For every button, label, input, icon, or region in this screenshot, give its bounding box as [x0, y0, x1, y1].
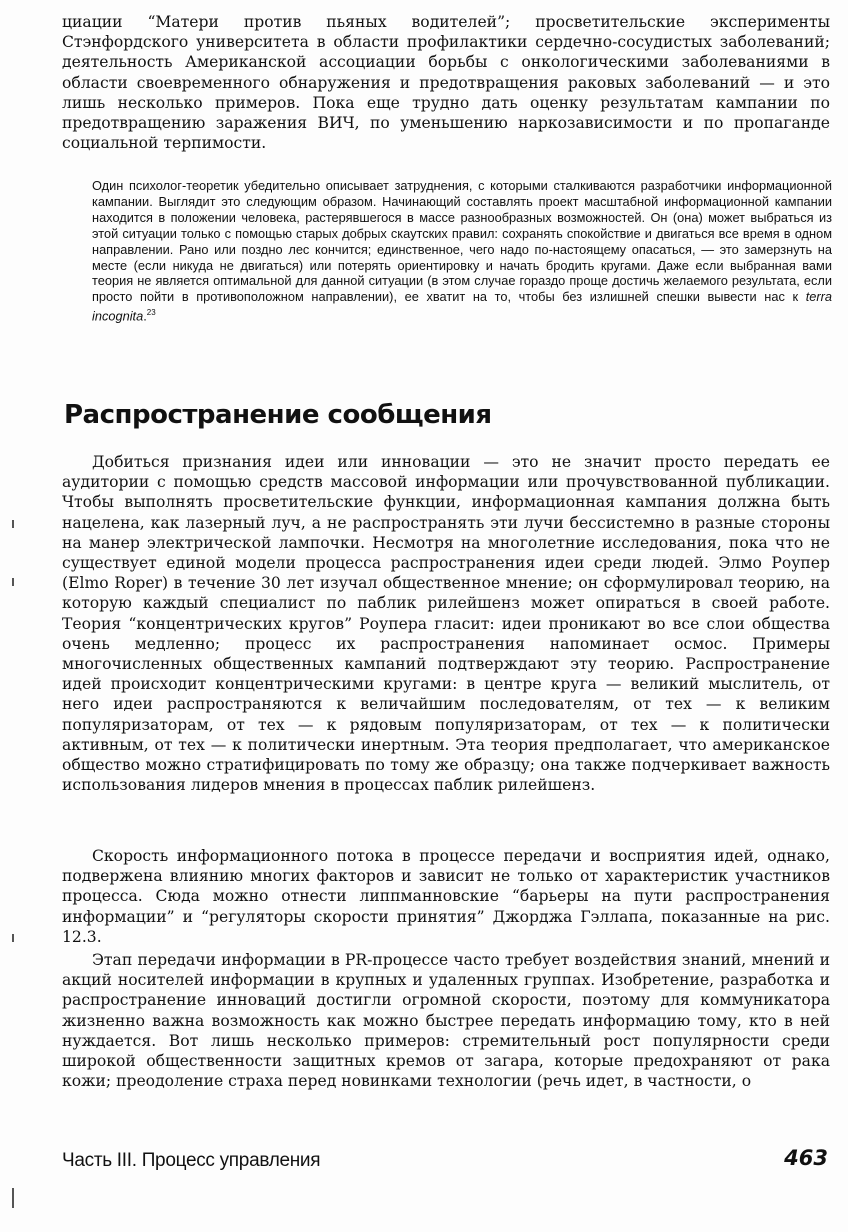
intro-paragraph: циации “Матери против пьяных водителей”; просветительские эксперименты Стэнфордского университета в области профилактики сердечно-сосудистых заболеваний; деятельность Американской ассоциации борьбы с онкологическими заболеваниями в области своевременного обнаружения и предотвращения раковых заболеваний — и это лишь несколько примеров. Пока еще трудно дать оценку результатам кампании по предотвращению заражения ВИЧ, по уменьшению наркозависимости и по пропаганде социальной терпимости.	[62, 13, 830, 153]
footer-page-number: 463	[784, 1146, 828, 1170]
scan-edge-mark	[12, 520, 14, 528]
paragraph-speed: Скорость информационного потока в процессе передачи и восприятия идей, однако, подвержена влиянию многих факторов и зависит не только от характеристик участников процесса. Сюда можно отнести липпманновские “барьеры на пути распространения информации” и “регуляторы скорости принятия” Джорджа Гэллапа, показанные на рис. 12.3.	[62, 847, 830, 946]
paragraph-roper: Добиться признания идеи или инновации — это не значит просто передать ее аудитории с помощью средств массовой информации или прочувствованной публикации. Чтобы выполнять просветительские функции, информационная кампания должна быть нацелена, как лазерный луч, а не распространять эти лучи бессистемно в разные стороны на манер электрической лампочки. Несмотря на многолетние исследования, пока что не существует единой модели процесса распространения идеи среди людей. Элмо Роупер (Elmo Roper) в течение 30 лет изучал общественное мнение; он сформулировал теорию, на которую каждый специалист по паблик рилейшенз может опираться в своей работе. Теория “концентрических кругов” Роупера гласит: идеи проникают во все слои общества очень медленно; процесс их распространения напоминает осмос. Примеры многочисленных общественных кампаний подтверждают эту теорию. Распространение идей происходит концентрическими кругами: в центре круга — великий мыслитель, от него идеи распространяются к величайшим последователям, от тех — к великим популяризаторам, от тех — к рядовым популяризаторам, от тех — к политически активным, от тех — к политически инертным. Эта теория предполагает, что американское общество можно стратифицировать по тому же образцу; она также подчеркивает важность использования лидеров мнения в процессах паблик рилейшенз.	[62, 453, 830, 795]
footnote-marker: 23	[146, 308, 156, 318]
sidebar-italic-term: terra incognita	[92, 289, 832, 324]
section-heading: Распространение сообщения	[64, 400, 492, 430]
sidebar-note: Один психолог-теоретик убедительно описывает затруднения, с которыми сталкиваются разработчики информационной кампании. Выглядит это следующим образом. Начинающий составлять проект масштабной информационной кампании находится в положении человека, растерявшегося в массе разнообразных возможностей. Он (она) может выбраться из этой ситуации только с помощью старых добрых скаутских правил: сохранять спокойствие и двигаться все время в одном направлении. Рано или поздно лес кончится; единственное, чего надо по-настоящему опасаться, — это замерзнуть на месте (если никуда не двигаться) или потерять ориентировку и начать бродить кругами. Даже если выбранная вами теория не является оптимальной для данной ситуации (в этом случае гораздо проще достичь желаемого результата, если просто пойти в противоположном направлении), ее хватит на то, чтобы без излишней спешки вывести нас к terra incognita.$^{23}$	[92, 178, 832, 324]
scan-edge-mark	[12, 578, 14, 586]
sidebar-text: Один психолог-теоретик убедительно описывает затруднения, с которыми сталкиваются разработчики информационной кампании. Выглядит это следующим образом. Начинающий составлять проект масштабной информационной кампании находится в положении человека, растерявшегося в массе разнообразных возможностей. Он (она) может выбраться из этой ситуации только с помощью старых добрых скаутских правил: сохранять спокойствие и двигаться все время в одном направлении. Рано или поздно лес кончится; единственное, чего надо по-настоящему опасаться, — это замерзнуть на месте (если никуда не двигаться) или потерять ориентировку и начать бродить кругами. Даже если выбранная вами теория не является оптимальной для данной ситуации (в этом случае гораздо проще достичь желаемого результата, если просто пойти в противоположном направлении), ее хватит на то, чтобы без излишней спешки вывести нас к	[92, 178, 832, 305]
paragraph-transfer: Этап передачи информации в PR-процессе часто требует воздействия знаний, мнений и акций носителей информации в крупных и удаленных группах. Изобретение, разработка и распространение инноваций достигли огромной скорости, поэтому для коммуникатора жизненно важна возможность как можно быстрее передать информацию тому, кто в ней нуждается. Вот лишь несколько примеров: стремительный рост популярности среди широкой общественности защитных кремов от загара, которые предохраняют от рака кожи; преодоление страха перед новинками технологии (речь идет, в частности, о	[62, 951, 830, 1091]
scan-edge-mark	[12, 1188, 14, 1208]
scan-edge-mark	[12, 934, 14, 942]
footer-part-label: Часть III. Процесс управления	[62, 1150, 321, 1171]
